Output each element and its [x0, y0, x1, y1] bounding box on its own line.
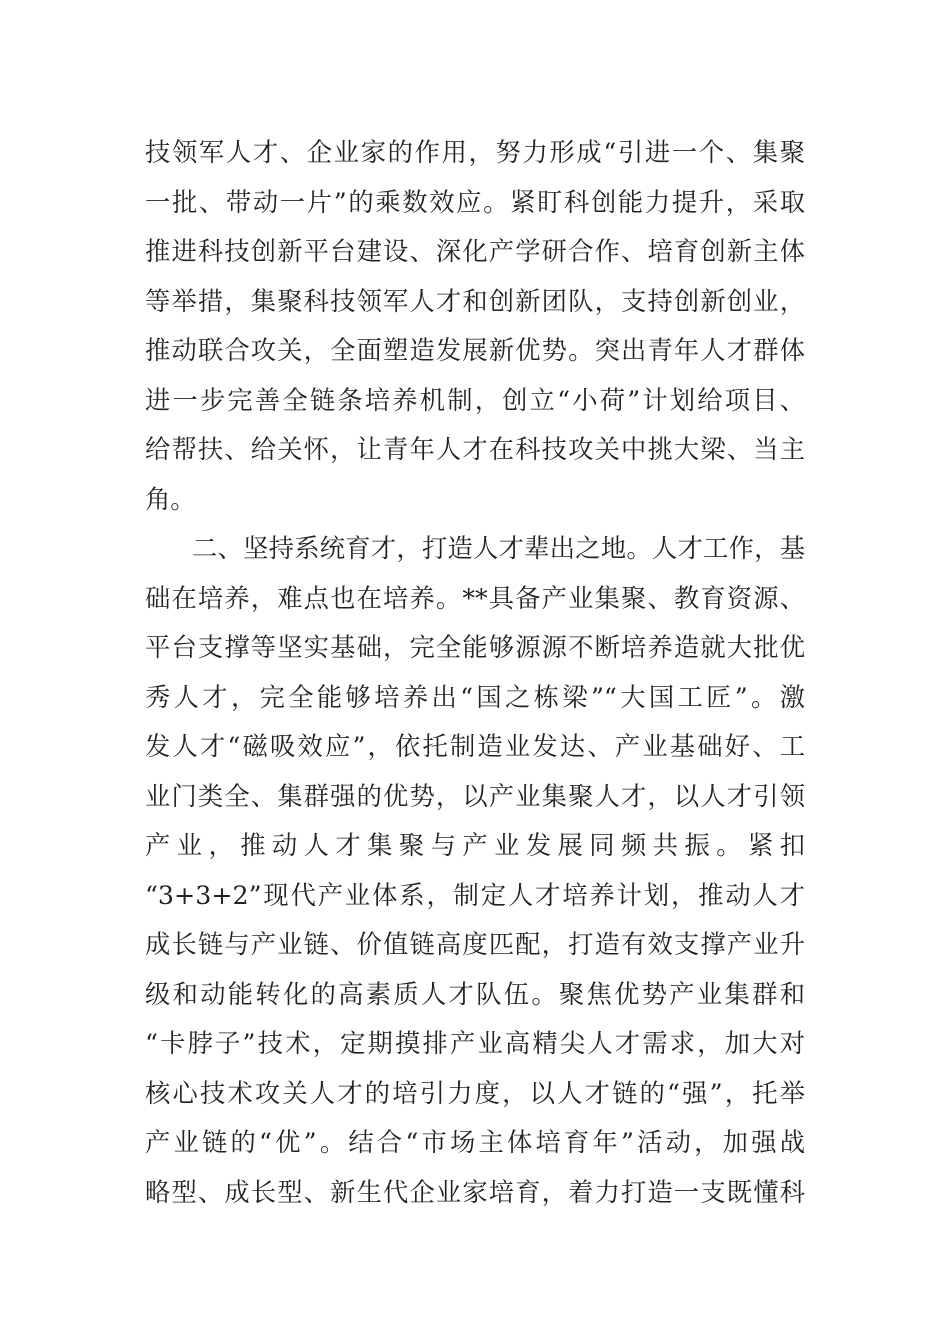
text-line: 业门类全、集群强的优势，以产业集聚人才，以人才引领	[145, 781, 805, 811]
text-line: 给帮扶、给关怀，让青年人才在科技攻关中挑大梁、当主	[145, 435, 805, 464]
text-line: 产业，推动人才集聚与产业发展同频共振。紧扣	[145, 831, 805, 860]
text-line: 略型、成长型、新生代企业家培育，着力打造一支既懂科	[145, 1177, 805, 1207]
text-line: 推动联合攻关，全面塑造发展新优势。突出青年人才群体	[145, 336, 805, 365]
text-line: 角。	[145, 484, 196, 514]
text-line: 发人才“磁吸效应”，依托制造业发达、产业基础好、工	[145, 732, 805, 761]
text-line: 平台支撑等坚实基础，完全能够源源不断培养造就大批优	[145, 633, 805, 662]
text-line: 推进科技创新平台建设、深化产学研合作、培育创新主体	[145, 237, 805, 266]
text-line: 秀人才，完全能够培养出“国之栋梁”“大国工匠”。激	[145, 682, 805, 712]
text-line: 成长链与产业链、价值链高度匹配，打造有效支撑产业升	[145, 930, 805, 959]
text-line: 产业链的“优”。结合“市场主体培育年”活动，加强战	[145, 1128, 805, 1157]
text-line: “3+3+2”现代产业体系，制定人才培养计划，推动人才	[145, 880, 805, 910]
text-line: 技领军人才、企业家的作用，努力形成“引进一个、集聚	[145, 138, 805, 167]
text-line: 进一步完善全链条培养机制，创立“小荷”计划给项目、	[145, 385, 805, 415]
text-line: “卡脖子”技术，定期摸排产业高精尖人才需求，加大对	[145, 1029, 805, 1058]
text-line: 级和动能转化的高素质人才队伍。聚焦优势产业集群和	[145, 979, 805, 1009]
text-line: 核心技术攻关人才的培引力度，以人才链的“强”，托举	[145, 1078, 805, 1108]
document-body	[145, 128, 805, 1217]
section-heading-line: 二、坚持系统育才，打造人才辈出之地。人才工作，基	[192, 534, 805, 563]
text-line: 一批、带动一片”的乘数效应。紧盯科创能力提升，采取	[145, 187, 805, 217]
text-line: 等举措，集聚科技领军人才和创新团队，支持创新创业，	[145, 286, 805, 316]
text-line: 础在培养，难点也在培养。**具备产业集聚、教育资源、	[145, 583, 805, 613]
